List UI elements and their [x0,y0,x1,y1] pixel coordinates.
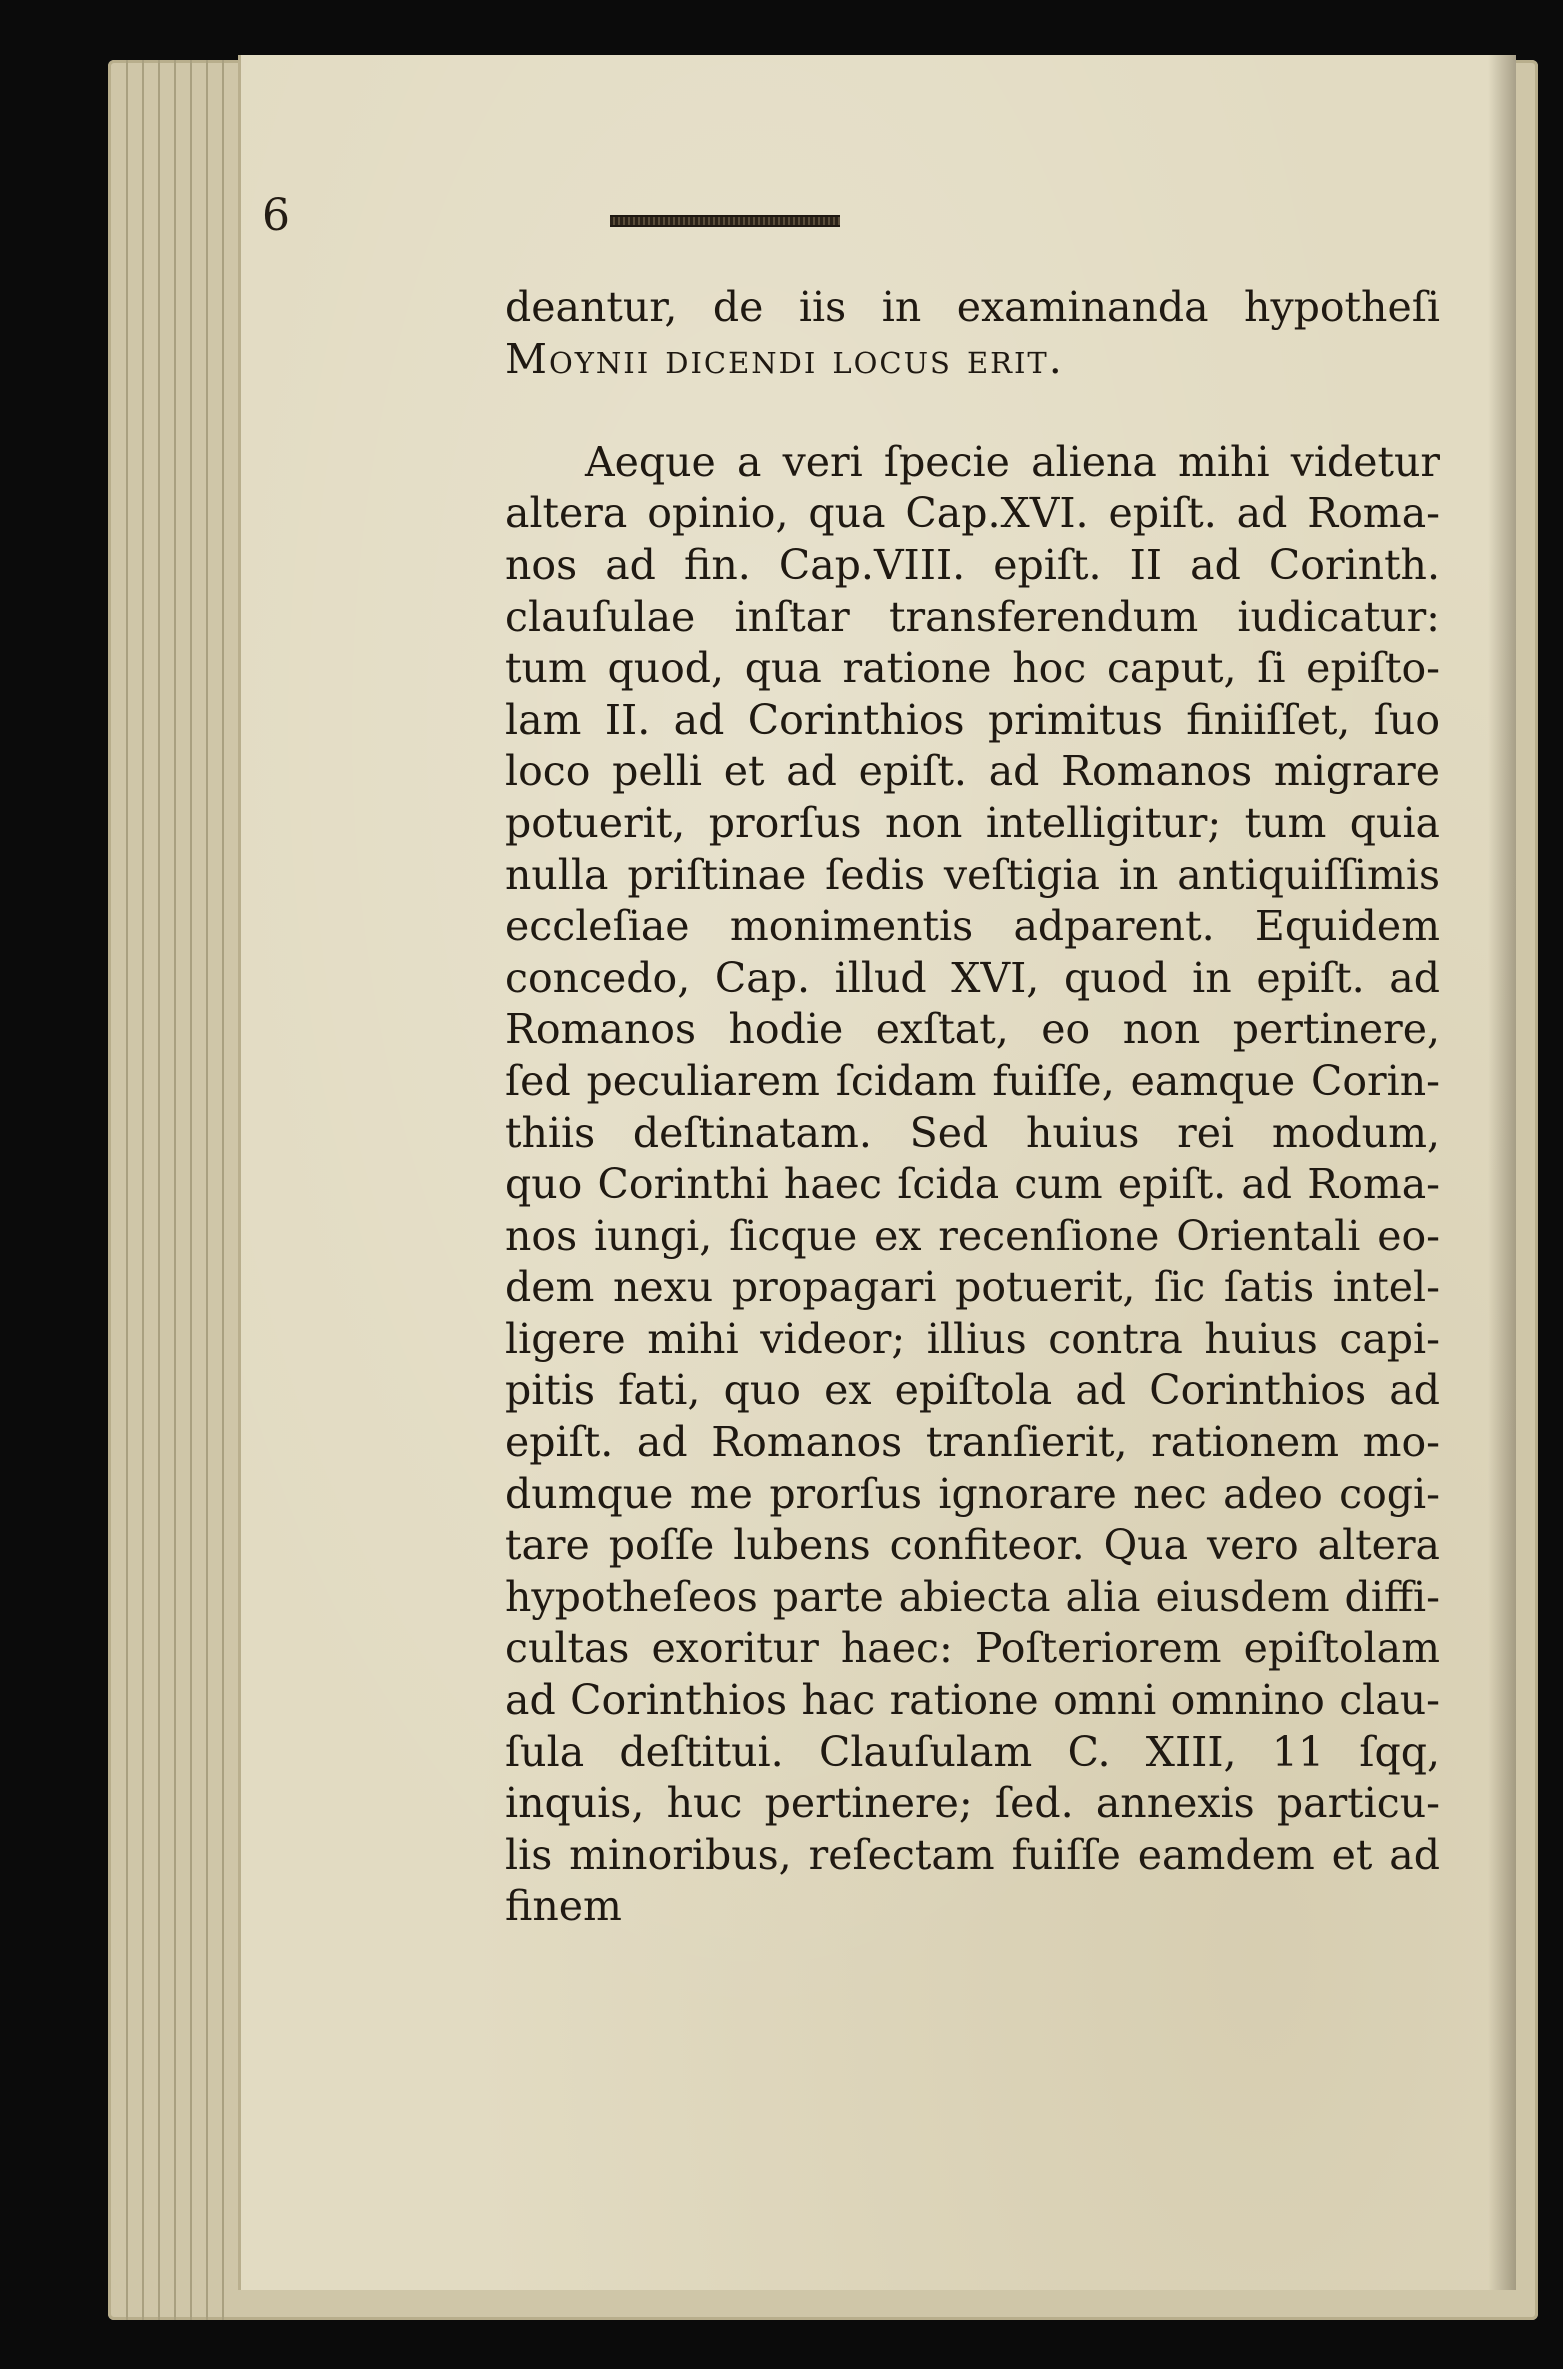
page-edge [126,60,134,2320]
page-edge [174,60,182,2320]
body-text [505,282,1440,1933]
text-line: Romanos hodie exſtat, eo non pertinere, [505,1005,1440,1054]
text-line: ſula deſtitui. Clauſulam C. XIII, 11 ſqq, [505,1727,1440,1776]
text-line: nos ad fin. Cap.VIII. epiſt. II ad Corinth. [505,540,1440,589]
text-line: dem nexu propagari potuerit, ſic ſatis intel- [505,1263,1440,1312]
text-line: Moynii dicendi locus erit. [505,334,1064,383]
text-line: ad Corinthios hac ratione omni omnino clau- [505,1676,1440,1725]
page-edge [158,60,166,2320]
text-line: nulla priſtinae ſedis veſtigia in antiquiſſimis [505,850,1440,899]
text-line: lis minoribus, reſectam fuiſſe eamdem et ad [505,1830,1440,1879]
page-edge [222,60,230,2320]
text-line: deantur, de iis in examinanda hypotheſi [505,283,1440,331]
text-line: potuerit, prorſus non intelligitur; tum quia [505,798,1440,847]
catchword: finem [505,1882,622,1931]
page-header [262,190,1242,250]
text-line: loco pelli et ad epiſt. ad Romanos migrare [505,747,1440,796]
text-line: ſed peculiarem ſcidam fuiſſe, eamque Corin- [505,1056,1440,1105]
text-line: ligere mihi videor; illius contra huius capi- [505,1314,1440,1363]
page-edge [190,60,198,2320]
paragraph-gap [505,385,1440,437]
page-spine-shadow [1488,55,1516,2290]
page-edge [142,60,150,2320]
text-line: dumque me prorſus ignorare nec adeo cogi- [505,1469,1440,1518]
page-number: 6 [262,190,290,241]
text-line: altera opinio, qua Cap.XVI. epiſt. ad Roma- [505,489,1440,538]
text-line: concedo, Cap. illud XVI, quod in epiſt. ad [505,953,1440,1002]
text-line: inquis, huc pertinere; ſed. annexis particu- [505,1779,1440,1828]
page-edge [206,60,214,2320]
text-line: hypotheſeos parte abiecta alia eiusdem diffi- [505,1572,1440,1621]
text-line: Aeque a veri ſpecie aliena mihi videtur [585,437,1440,486]
text-line: lam II. ad Corinthios primitus finiiſſet, ſuo [505,695,1440,744]
text-line: thiis deſtinatam. Sed huius rei modum, [505,1108,1440,1157]
header-ornament-rule [610,215,840,227]
text-line: quo Corinthi haec ſcida cum epiſt. ad Roma- [505,1160,1440,1209]
text-line: epiſt. ad Romanos tranſierit, rationem mo- [505,1418,1440,1467]
text-line: cultas exoritur haec: Poſteriorem epiſtolam [505,1624,1440,1673]
text-line: tum quod, qua ratione hoc caput, ſi epiſto- [505,644,1440,693]
text-line: nos iungi, ſicque ex recenſione Orientali eo- [505,1211,1440,1260]
text-line: eccleſiae monimentis adparent. Equidem [505,902,1440,951]
text-line: pitis fati, quo ex epiſtola ad Corinthios ad [505,1366,1440,1415]
text-line: clauſulae inſtar transferendum iudicatur: [505,592,1440,641]
text-line: tare poſſe lubens confiteor. Qua vero altera [505,1521,1440,1570]
